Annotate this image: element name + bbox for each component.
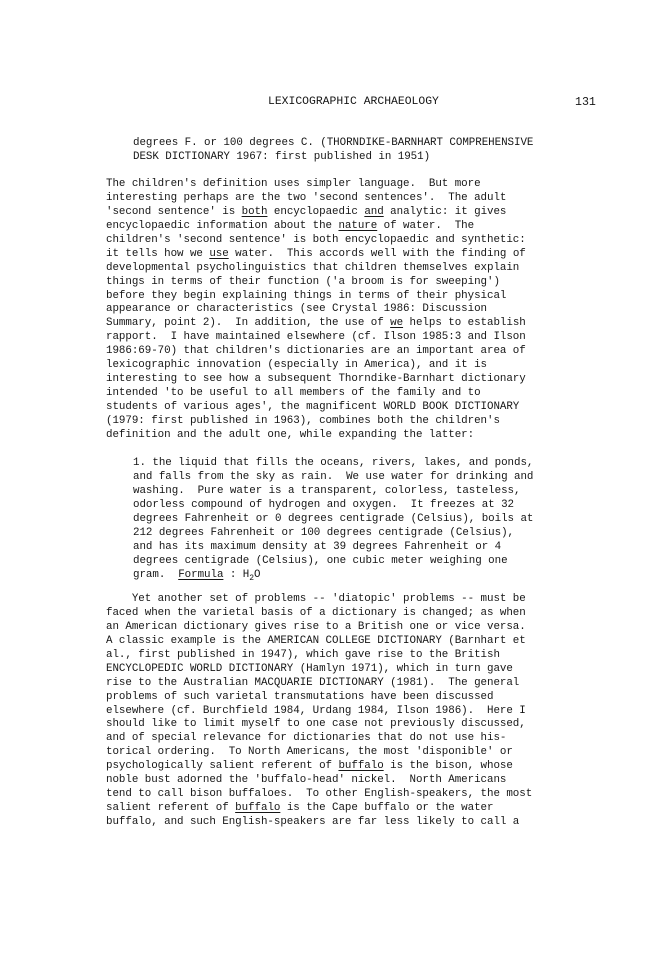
text-line <box>106 290 526 304</box>
text-segment: 212 degrees Fahrenheit or 100 degrees centigrade (Celsius), <box>133 526 514 539</box>
text-line <box>106 816 532 830</box>
text-segment: buffalo, and such English-speakers are far less likely to call a <box>106 816 520 828</box>
text-line <box>106 649 532 663</box>
text-line <box>106 607 532 621</box>
text-segment: water. This accords well with the finding of <box>228 247 526 260</box>
text-line <box>106 206 526 220</box>
text-line <box>133 485 533 499</box>
text-line <box>106 621 532 635</box>
text-line <box>106 303 526 317</box>
text-segment: encyclopaedic <box>267 205 365 218</box>
underlined-word: buffalo <box>338 760 384 773</box>
running-header-title: LEXICOGRAPHIC ARCHAEOLOGY <box>268 96 439 108</box>
text-segment: al., first published in 1947), which gave rise to the British <box>106 648 500 661</box>
text-segment: washing. Pure water is a transparent, colorless, tasteless, <box>133 484 521 497</box>
text-line <box>133 513 533 527</box>
text-line <box>106 276 526 290</box>
text-line <box>106 262 526 276</box>
text-segment: 1. the liquid that fills the oceans, rivers, lakes, and ponds, <box>133 457 534 469</box>
text-line <box>133 151 533 165</box>
text-line <box>106 732 532 746</box>
text-segment: A classic example is the AMERICAN COLLEGE DICTIONARY (Barnhart et <box>106 634 526 647</box>
text-line <box>106 593 532 607</box>
text-segment: elsewhere (cf. Burchfield 1984, Urdang 1984, Ilson 1986). Here I <box>106 704 526 717</box>
text-segment: an American dictionary gives rise to a British one or vice versa. <box>106 620 526 633</box>
text-segment: before they begin explaining things in terms of their physical <box>106 289 507 302</box>
text-segment: should like to limit myself to one case not previously discussed, <box>106 718 526 731</box>
text-line <box>106 760 532 774</box>
underlined-word: both <box>241 205 268 218</box>
text-line <box>106 705 532 719</box>
text-segment: degrees centigrade (Celsius), one cubic meter weighing one <box>133 554 508 567</box>
text-segment: interesting perhaps are the two 'second sentences'. The adult <box>106 191 507 204</box>
text-line <box>133 541 533 555</box>
text-line <box>106 788 532 802</box>
text-line <box>106 635 532 649</box>
text-segment: rapport. I have maintained elsewhere (cf. Ilson 1985:3 and Ilson <box>106 331 526 344</box>
text-line <box>133 569 533 583</box>
text-segment: things in terms of their function ('a broom is for sweeping') <box>106 275 500 288</box>
text-line <box>133 457 533 471</box>
page-number: 131 <box>575 96 596 109</box>
text-segment: is the Cape buffalo or the water <box>280 802 494 815</box>
quote-block-world-book-entry <box>133 457 533 582</box>
text-line <box>106 415 526 429</box>
text-segment: students of various ages', the magnificent WORLD BOOK DICTIONARY <box>106 401 520 413</box>
underlined-word: buffalo <box>235 802 281 815</box>
text-segment: tend to call bison buffaloes. To other English-speakers, the most <box>106 788 533 801</box>
text-segment: analytic: it gives <box>383 205 507 218</box>
text-segment: interesting to see how a subsequent Thorndike-Barnhart dictionary <box>106 373 526 386</box>
text-segment: problems of such varietal transmutations have been discussed <box>106 690 494 703</box>
text-line <box>106 774 532 788</box>
text-segment: O <box>254 568 261 581</box>
text-segment: ENCYCLOPEDIC WORLD DICTIONARY (Hamlyn 1971), which in turn gave <box>106 662 513 675</box>
text-line <box>133 555 533 569</box>
text-segment: rise to the Australian MACQUARIE DICTIONARY (1981). The general <box>106 676 520 689</box>
text-segment: Yet another set of problems -- 'diatopic' problems -- must be <box>106 593 526 605</box>
text-segment: developmental psycholinguistics that children themselves explain <box>106 261 520 274</box>
text-segment: it tells how we <box>106 247 210 260</box>
text-line <box>106 317 526 331</box>
text-line <box>133 527 533 541</box>
text-segment: and falls from the sky as rain. We use water for drinking and <box>133 470 534 483</box>
text-segment: of water. The <box>377 219 475 232</box>
text-segment: 'second sentence' is <box>106 205 242 218</box>
text-line <box>133 471 533 485</box>
text-line <box>106 192 526 206</box>
text-line <box>106 178 526 192</box>
underlined-word: Formula <box>178 568 224 581</box>
text-segment: and has its maximum density at 39 degrees Fahrenheit or 4 <box>133 540 502 553</box>
text-segment: lexicographic innovation (especially in America), and it is <box>106 359 487 372</box>
text-line <box>106 220 526 234</box>
text-segment: degrees Fahrenheit or 0 degrees centigrade (Celsius), boils at <box>133 512 534 525</box>
text-line <box>106 373 526 387</box>
text-segment: definition and the adult one, while expanding the latter: <box>106 428 475 441</box>
text-segment: intended 'to be useful to all members of the family and to <box>106 387 481 400</box>
text-segment: The children's definition uses simpler language. But more <box>106 178 481 190</box>
text-segment: appearance or characteristics (see Crystal 1986: Discussion <box>106 303 487 316</box>
text-line <box>133 499 533 513</box>
text-line <box>106 359 526 373</box>
underlined-word: use <box>209 247 229 260</box>
text-segment: torical ordering. To North Americans, the most 'disponible' or <box>106 746 513 759</box>
underlined-word: and <box>364 205 384 218</box>
text-segment: odorless compound of hydrogen and oxygen. It freezes at 32 <box>133 498 514 511</box>
text-segment: helps to establish <box>403 317 526 330</box>
text-line <box>106 345 526 359</box>
text-line <box>106 718 532 732</box>
quote-block-dictionary-entry <box>133 137 533 165</box>
text-segment: Summary, point 2). In addition, the use of <box>106 317 391 330</box>
text-segment: 1986:69-70) that children's dictionaries are an important area of <box>106 345 526 358</box>
text-line <box>106 746 532 760</box>
text-line <box>106 387 526 401</box>
text-segment: children's 'second sentence' is both encyclopaedic and synthetic: <box>106 233 526 246</box>
text-line <box>106 401 526 415</box>
underlined-word: we <box>390 317 404 330</box>
subscript: 2 <box>249 573 255 583</box>
text-line <box>106 331 526 345</box>
text-segment: noble bust adorned the 'buffalo-head' nickel. North Americans <box>106 774 507 787</box>
text-segment: salient referent of <box>106 802 236 815</box>
text-segment: DESK DICTIONARY 1967: first published in 1951) <box>133 150 431 163</box>
text-segment: : H <box>223 568 250 581</box>
text-line <box>106 234 526 248</box>
text-segment: (1979: first published in 1963), combines both the children's <box>106 414 500 427</box>
text-segment: encyclopaedic information about the <box>106 219 339 232</box>
text-segment: psychologically salient referent of <box>106 760 339 773</box>
text-segment: degrees F. or 100 degrees C. (THORNDIKE-BARNHART COMPREHENSIVE <box>133 137 534 149</box>
underlined-word: nature <box>338 219 378 232</box>
text-line <box>133 137 533 151</box>
text-segment: faced when the varietal basis of a dictionary is changed; as when <box>106 606 526 619</box>
text-line <box>106 663 532 677</box>
paragraph-diatopic-problems <box>106 593 532 830</box>
text-line <box>106 248 526 262</box>
text-line <box>106 802 532 816</box>
text-segment: and of special relevance for dictionaries that do not use his- <box>106 732 507 745</box>
text-line <box>106 691 532 705</box>
text-line <box>106 429 526 443</box>
paragraph-children-definition <box>106 178 526 443</box>
text-segment: gram. <box>133 568 179 581</box>
text-segment: is the bison, whose <box>383 760 513 773</box>
text-line <box>106 677 532 691</box>
